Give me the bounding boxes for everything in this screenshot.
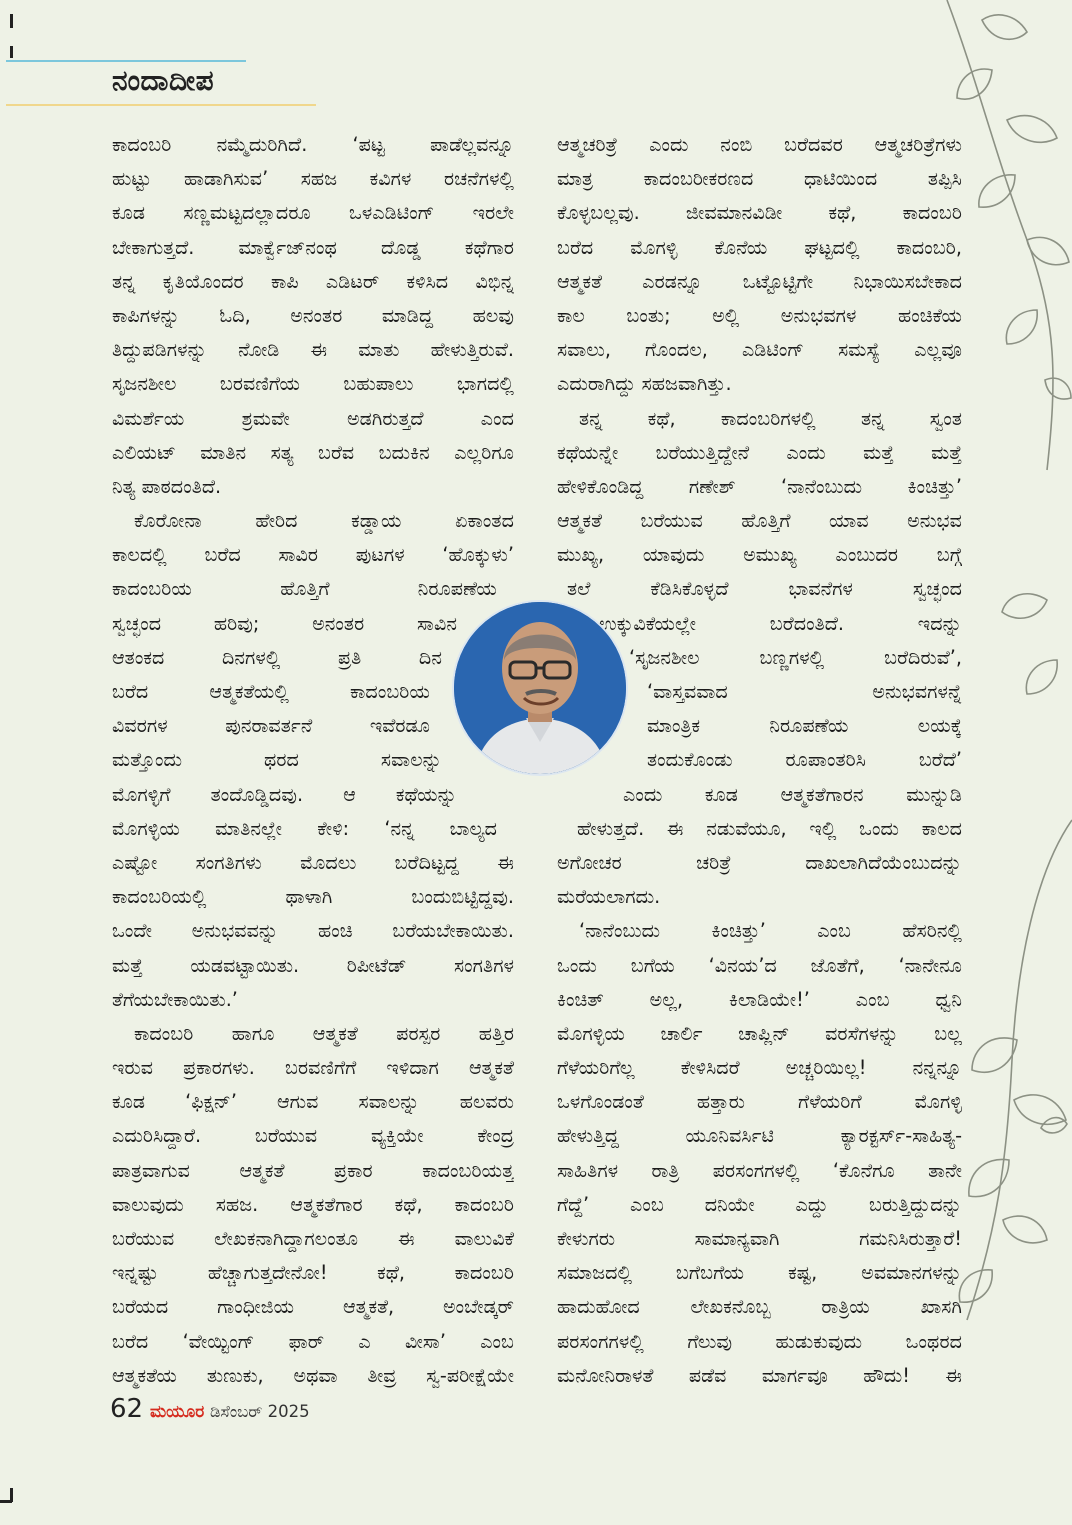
text-line: ಕಾದಂಬರಿಯಲ್ಲಿ ಥಾಳಾಗಿ ಬಂದುಬಿಟ್ಟಿದ್ದವು.: [112, 885, 514, 909]
text-line: ಹೇಳುತ್ತದೆ. ಈ ನಡುವೆಯೂ, ಇಲ್ಲಿ ಒಂದು ಕಾಲದ: [577, 816, 962, 840]
page-number: 62: [110, 1394, 144, 1424]
text-line: ಮತ್ತೊಂದು ಥರದ ಸವಾಲನ್ನು: [112, 748, 442, 772]
text-line: ಕೊಳ್ಳಬಲ್ಲವು. ಜೀವಮಾನವಿಡೀ ಕಥೆ, ಕಾದಂಬರಿ: [557, 201, 962, 225]
text-line: ನಿತ್ಯ ಪಾಠದಂತಿದೆ.: [112, 474, 222, 498]
text-line: ಪಾತ್ರವಾಗುವ ಆತ್ಮಕತೆ ಪ್ರಕಾರ ಕಾದಂಬರಿಯತ್ತ: [112, 1158, 514, 1182]
text-line: ಸಾಹಿತಿಗಳ ರಾತ್ರಿ ಪರಸಂಗಗಳಲ್ಲಿ ‘ಕೊನೆಗೂ ತಾನೇ: [557, 1158, 962, 1182]
crop-mark: [10, 46, 13, 58]
header-rule-top: [6, 60, 246, 62]
text-line: ಹೇಳುತ್ತಿದ್ದ ಯೂನಿವರ್ಸಿಟಿ ಕ್ಯಾರಕ್ಟರ್ಸ್-ಸಾಹಿತ್ಯ-: [557, 1124, 962, 1148]
text-line: ಆತ್ಮಕತೆಯ ತುಣುಕು, ಅಥವಾ ತೀವ್ರ ಸ್ವ-ಪರೀಕ್ಷೆಯೇ: [112, 1363, 514, 1387]
text-line: ಎಲಿಯಟ್ ಮಾತಿನ ಸತ್ಯ ಬರೆವ ಬದುಕಿನ ಎಲ್ಲರಿಗೂ: [112, 440, 514, 464]
text-line: ಮರೆಯಲಾಗದು.: [557, 885, 661, 909]
text-line: ಕೂಡ ಸಣ್ಣಮಟ್ಟದಲ್ಲಾದರೂ ಒಳಎಡಿಟಿಂಗ್ ಇರಲೇ: [112, 201, 514, 225]
author-portrait: [454, 602, 626, 774]
text-line: ಗೆದ್ದೆ’ ಎಂಬ ದನಿಯೇ ಎದ್ದು ಬರುತ್ತಿದ್ದುದನ್ನು: [557, 1192, 962, 1216]
text-line: ಆತಂಕದ ದಿನಗಳಲ್ಲಿ ಪ್ರತಿ ದಿನ: [112, 645, 442, 669]
text-line: ಎಷ್ಟೋ ಸಂಗತಿಗಳು ಮೊದಲು ಬರೆದಿಟ್ಟದ್ದ ಈ: [112, 850, 514, 874]
left-column: [112, 128, 514, 1393]
text-line: ಬರೆಯುವ ಲೇಖಕನಾಗಿದ್ದಾಗಲಂತೂ ಈ ವಾಲುವಿಕೆ: [112, 1227, 514, 1250]
text-line: ಆತ್ಮಕತೆ ಬರೆಯುವ ಹೊತ್ತಿಗೆ ಯಾವ ಅನುಭವ: [557, 509, 962, 533]
text-line: ಸವಾಲು, ಗೊಂದಲ, ಎಡಿಟಿಂಗ್ ಸಮಸ್ಯೆ ಎಲ್ಲವೂ: [557, 338, 962, 362]
text-line: ಮತ್ತೆ ಯಡವಟ್ಟಾಯಿತು. ರಿಪೀಟೆಡ್ ಸಂಗತಿಗಳ: [112, 953, 514, 977]
text-line: ಗೆಳೆಯರಿಗೆಲ್ಲ ಕೇಳಿಸಿದರೆ ಅಚ್ಚರಿಯಿಲ್ಲ! ನನ್ನನ್ನೂ: [557, 1056, 962, 1080]
text-line: ಮೊಗಳ್ಳಿಯ ಮಾತಿನಲ್ಲೇ ಕೇಳಿ: ‘ನನ್ನ ಬಾಲ್ಯದ: [112, 816, 497, 840]
text-line: ತೆಗೆಯಬೇಕಾಯಿತು.’: [112, 987, 238, 1011]
text-line: ಸಮಾಜದಲ್ಲಿ ಬಗೆಬಗೆಯ ಕಷ್ಟ, ಅವಮಾನಗಳನ್ನು: [557, 1261, 962, 1285]
text-line: ವಾಲುವುದು ಸಹಜ. ಆತ್ಮಕತೆಗಾರ ಕಥೆ, ಕಾದಂಬರಿ: [112, 1192, 514, 1216]
text-line: ಎದುರಾಗಿದ್ದು ಸಹಜವಾಗಿತ್ತು.: [557, 372, 732, 396]
text-line: ಇರುವ ಪ್ರಕಾರಗಳು. ಬರವಣಿಗೆಗೆ ಇಳಿದಾಗ ಆತ್ಮಕತೆ: [112, 1056, 514, 1080]
text-line: ಮನೋನಿರಾಳತೆ ಪಡೆವ ಮಾರ್ಗವೂ ಹೌದು! ಈ: [557, 1363, 962, 1387]
header-rule-bottom: [6, 104, 316, 106]
text-line: ‘ಸೃಜನಶೀಲ ಬಣ್ಣಗಳಲ್ಲಿ ಬರೆದಿರುವೆ’,: [629, 645, 962, 669]
text-line: ಒಂದೇ ಅನುಭವವನ್ನು ಹಂಚಿ ಬರೆಯಬೇಕಾಯಿತು.: [112, 919, 514, 943]
text-line: ಎಂದು ಕೂಡ ಆತ್ಮಕತೆಗಾರನ ಮುನ್ನುಡಿ: [623, 782, 962, 806]
crop-mark: [0, 1500, 12, 1503]
paragraph-start-line: ತನ್ನ ಕಥೆ, ಕಾದಂಬರಿಗಳಲ್ಲಿ ತನ್ನ ಸ್ವಂತ: [579, 406, 962, 430]
paragraph-start-line: ಕೊರೋನಾ ಹೇರಿದ ಕಡ್ಡಾಯ ಏಕಾಂತದ: [134, 509, 514, 533]
text-line: ಹುಟ್ಟು ಹಾಡಾಗಿಸುವ’ ಸಹಜ ಕವಿಗಳ ರಚನೆಗಳಲ್ಲಿ: [112, 167, 514, 191]
text-line: ಸ್ವಚ್ಛಂದ ಹರಿವು; ಅನಂತರ ಸಾವಿನ: [112, 611, 457, 635]
text-line: ಹೇಳಿಕೊಂಡಿದ್ದ ಗಣೇಶ್ ‘ನಾನೆಂಬುದು ಕಿಂಚಿತ್ತು’: [557, 474, 962, 498]
text-line: ಬರೆದ ‘ವೇಯ್ಟಿಂಗ್ ಫಾರ್ ಎ ವೀಸಾ’ ಎಂಬ: [112, 1329, 514, 1353]
text-line: ತನ್ನ ಕೃತಿಯೊಂದರ ಕಾಪಿ ಎಡಿಟರ್ ಕಳಿಸಿದ ವಿಭಿನ್ನ: [112, 269, 514, 293]
text-line: ಕಾಪಿಗಳನ್ನು ಓದಿ, ಅನಂತರ ಮಾಡಿದ್ದ ಹಲವು: [112, 303, 514, 327]
text-line: ಮಾತ್ರ ಕಾದಂಬರೀಕರಣದ ಧಾಟಿಯಿಂದ ತಪ್ಪಿಸಿ: [557, 167, 962, 191]
text-line: ಆತ್ಮಚರಿತ್ರೆ ಎಂದು ನಂಬಿ ಬರೆದವರ ಆತ್ಮಚರಿತ್ರೆಗಳು: [557, 133, 962, 156]
section-title: ನಂದಾದೀಪ: [112, 64, 215, 97]
text-line: ಕಾಲದಲ್ಲಿ ಬರೆದ ಸಾವಿರ ಪುಟಗಳ ‘ಹೊಕ್ಕುಳು’: [112, 543, 514, 567]
text-line: ಮೊಗಳ್ಳಿಯ ಚಾರ್ಲಿ ಚಾಪ್ಲಿನ್ ವರಸೆಗಳನ್ನು ಬಲ್ಲ: [557, 1021, 962, 1045]
text-line: ಒಂದು ಬಗೆಯ ‘ವಿನಯ’ದ ಜೊತೆಗೆ, ‘ನಾನೇನೂ: [557, 953, 962, 977]
crop-mark: [10, 14, 13, 28]
text-line: ಎದುರಿಸಿದ್ದಾರೆ. ಬರೆಯುವ ವ್ಯಕ್ತಿಯೇ ಕೇಂದ್ರ: [112, 1124, 514, 1148]
text-line: ಸೃಜನಶೀಲ ಬರವಣಿಗೆಯ ಬಹುಪಾಲು ಭಾಗದಲ್ಲಿ: [112, 372, 514, 396]
text-line: ಮುಖ್ಯ, ಯಾವುದು ಅಮುಖ್ಯ ಎಂಬುದರ ಬಗ್ಗೆ: [557, 543, 962, 567]
text-line: ವಿಮರ್ಶೆಯ ಶ್ರಮವೇ ಅಡಗಿರುತ್ತದೆ ಎಂದ: [112, 406, 514, 430]
magazine-logo: ಮಯೂರ: [150, 1402, 205, 1422]
text-line: ಕೇಳುಗರು ಸಾಮಾನ್ಯವಾಗಿ ಗಮನಿಸಿರುತ್ತಾರೆ!: [557, 1227, 962, 1250]
right-column: [557, 128, 962, 1393]
text-line: ಉಕ್ಕುವಿಕೆಯಲ್ಲೇ ಬರೆದಂತಿದೆ. ಇದನ್ನು: [599, 611, 962, 635]
text-line: ಬೇಕಾಗುತ್ತದೆ. ಮಾರ್ಕ್ವೆಜ್‌ನಂಥ ದೊಡ್ಡ ಕಥೆಗಾರ: [112, 235, 514, 259]
text-line: ಇನ್ನಷ್ಟು ಹೆಚ್ಚಾಗುತ್ತದೇನೋ! ಕಥೆ, ಕಾದಂಬರಿ: [112, 1261, 514, 1285]
text-line: ‘ವಾಸ್ತವವಾದ ಅನುಭವಗಳನ್ನೆ: [647, 680, 962, 703]
text-line: ಕಾದಂಬರಿಯ ಹೊತ್ತಿಗೆ ನಿರೂಪಣೆಯ: [112, 577, 497, 601]
text-line: ಬರೆದ ಮೊಗಳ್ಳಿ ಕೊನೆಯ ಘಟ್ಟದಲ್ಲಿ ಕಾದಂಬರಿ,: [557, 235, 962, 259]
text-line: ಕಿಂಚಿತ್ ಅಲ್ಲ, ಕಿಲಾಡಿಯೇ!’ ಎಂಬ ಧ್ವನಿ: [557, 987, 962, 1011]
text-line: ಮೊಗಳ್ಳಿಗೆ ತಂದೊಡ್ಡಿದವು. ಆ ಕಥೆಯನ್ನು: [112, 782, 457, 806]
text-line: ಕಥೆಯನ್ನೇ ಬರೆಯುತ್ತಿದ್ದೇನೆ ಎಂದು ಮತ್ತೆ ಮತ್ತೆ: [557, 440, 962, 464]
text-line: ಬರೆದ ಆತ್ಮಕತೆಯಲ್ಲಿ ಕಾದಂಬರಿಯ: [112, 680, 430, 703]
text-line: ತಂದುಕೊಂಡು ರೂಪಾಂತರಿಸಿ ಬರೆದೆ’: [647, 748, 962, 772]
text-line: ಪರಸಂಗಗಳಲ್ಲಿ ಗೆಲುವು ಹುಡುಕುವುದು ಒಂಥರದ: [557, 1329, 962, 1353]
issue-date: ಡಿಸೆಂಬರ್ 2025: [210, 1402, 310, 1421]
text-line: ವಿವರಗಳ ಪುನರಾವರ್ತನೆ ಇವೆರಡೂ: [112, 714, 430, 738]
text-line: ಮಾಂತ್ರಿಕ ನಿರೂಪಣೆಯ ಲಯಕ್ಕೆ: [647, 714, 962, 738]
text-line: ಆತ್ಮಕತೆ ಎರಡನ್ನೂ ಒಟ್ಟೊಟ್ಟಿಗೇ ನಿಭಾಯಿಸಬೇಕಾದ: [557, 269, 962, 293]
text-line: ಹಾದುಹೋದ ಲೇಖಕನೊಬ್ಬ ರಾತ್ರಿಯ ಖಾಸಗಿ: [557, 1295, 962, 1319]
text-line: ಕೂಡ ‘ಫಿಕ್ಷನ್’ ಆಗುವ ಸವಾಲನ್ನು ಹಲವರು: [112, 1090, 514, 1114]
text-line: ಬರೆಯದ ಗಾಂಧೀಜಿಯ ಆತ್ಮಕತೆ, ಅಂಬೇಡ್ಕರ್: [112, 1295, 514, 1319]
paragraph-start-line: ಕಾದಂಬರಿ ಹಾಗೂ ಆತ್ಮಕತೆ ಪರಸ್ಪರ ಹತ್ತಿರ: [134, 1021, 514, 1045]
text-line: ಒಳಗೊಂಡಂತೆ ಹತ್ತಾರು ಗೆಳೆಯರಿಗೆ ಮೊಗಳ್ಳಿ: [557, 1090, 962, 1114]
text-line: ಅಗೋಚರ ಚರಿತ್ರೆ ದಾಖಲಾಗಿದೆಯೆಂಬುದನ್ನು: [557, 850, 962, 874]
text-line: ತಿದ್ದುಪಡಿಗಳನ್ನು ನೋಡಿ ಈ ಮಾತು ಹೇಳುತ್ತಿರುವೆ.: [112, 338, 514, 362]
text-line: ಕಾದಂಬರಿ ನಮ್ಮೆದುರಿಗಿದೆ. ‘ಪಟ್ಟ ಪಾಡೆಲ್ಲವನ್ನೂ: [112, 133, 514, 156]
paragraph-start-line: ‘ನಾನೆಂಬುದು ಕಿಂಚಿತ್ತು’ ಎಂಬ ಹೆಸರಿನಲ್ಲಿ: [579, 919, 962, 943]
text-line: ಕಾಲ ಬಂತು; ಅಲ್ಲಿ ಅನುಭವಗಳ ಹಂಚಿಕೆಯ: [557, 303, 962, 327]
text-line: ತಲೆ ಕೆಡಿಸಿಕೊಳ್ಳದೆ ಭಾವನೆಗಳ ಸ್ವಚ್ಛಂದ: [567, 577, 962, 601]
